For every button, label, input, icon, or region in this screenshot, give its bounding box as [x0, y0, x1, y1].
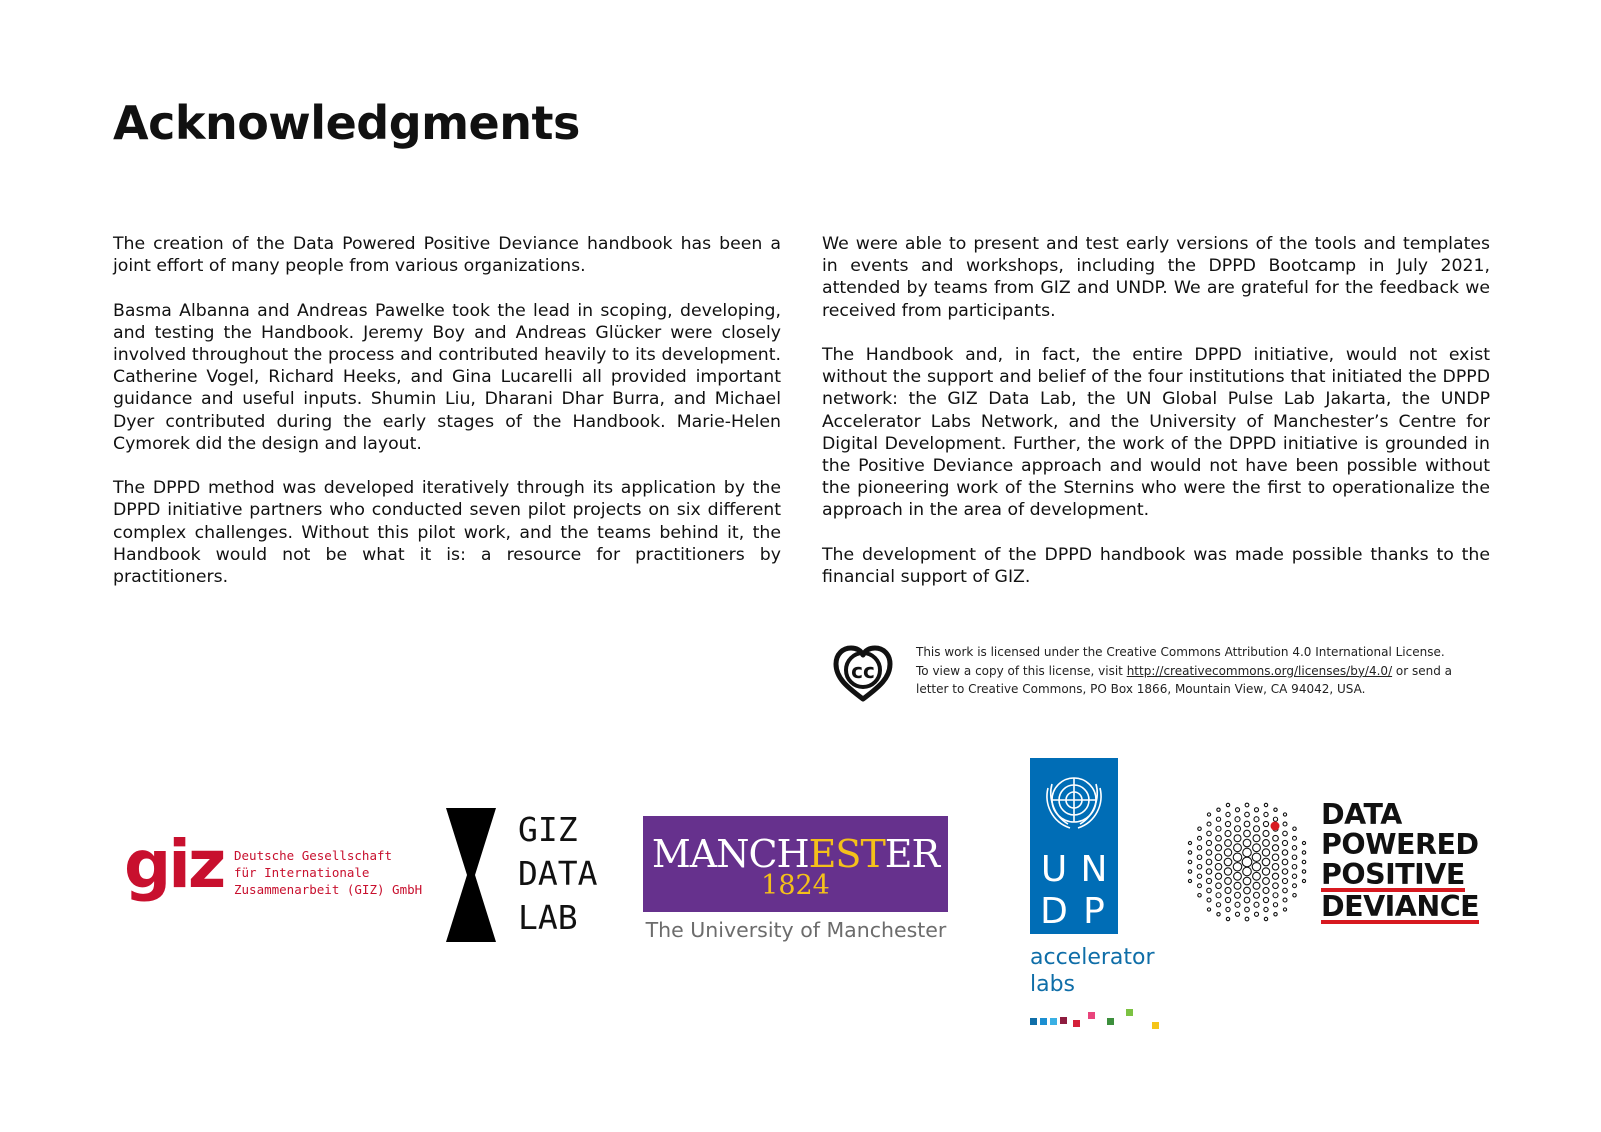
accent-square — [1030, 1018, 1037, 1025]
accent-square — [1152, 1022, 1159, 1029]
dppd-dot — [1207, 908, 1210, 911]
dppd-dot — [1264, 907, 1268, 911]
giz-subtitle-line: Deutsche Gesellschaft — [234, 848, 393, 863]
dppd-dot — [1215, 873, 1221, 879]
dppd-dot — [1225, 840, 1232, 847]
dppd-dot — [1263, 830, 1269, 836]
dppd-dot — [1216, 903, 1220, 907]
dppd-dot — [1197, 874, 1201, 878]
dppd-dot — [1206, 850, 1211, 855]
left-text-column — [113, 233, 781, 610]
dppd-dot — [1263, 878, 1270, 885]
accent-square — [1126, 1009, 1133, 1016]
dppd-dot — [1216, 817, 1220, 821]
giz-data-lab-line: GIZ — [518, 810, 578, 849]
paragraph: The Handbook and, in fact, the entire DPPD initiative, would not exist without the support and belief of the four institutions that initiated the DPPD network: the GIZ Data Lab, the UN Global Pulse Lab Jakarta, the UNDP Accelerator Labs Network, and the University of Manchester’s Centre for Digital Development. Further, the work of the DPPD initiative is grounded in the Positive Deviance approach and would not have been possible without the pioneering work of the Sternins who were the first to operationalize the approach in the area of development. — [822, 345, 1490, 521]
accelerator-labs-wordmark — [1030, 944, 1155, 998]
dppd-dot — [1273, 893, 1278, 898]
dppd-dot — [1198, 894, 1201, 897]
dppd-dot — [1293, 894, 1296, 897]
dppd-red-dot — [1271, 822, 1280, 831]
giz-subtitle-line: Zusammenarbeit (GIZ) GmbH — [234, 882, 423, 897]
dppd-dot — [1292, 864, 1297, 869]
dppd-dot — [1264, 917, 1267, 920]
dppd-dot — [1253, 835, 1260, 842]
dppd-dot — [1283, 888, 1288, 893]
license-line: letter to Creative Commons, PO Box 1866, Mountain View, CA 94042, USA. — [916, 682, 1366, 696]
dppd-dot — [1272, 854, 1279, 861]
dppd-dot — [1225, 878, 1232, 885]
paragraph: Basma Albanna and Andreas Pawelke took the lead in scoping, developing, and testing the Handbook. Jeremy Boy and Andreas Glücker were closely involved throughout the process and contributed heavily to its development. Catherine Vogel, Richard Heeks, and Gina Lucarelli all provided important guidance and useful inputs. Shumin Liu, Dharani Dhar Burra, and Michael Dyer contributed during the early stages of the Handbook. Marie-Helen Cymorek did the design and layout. — [113, 300, 781, 454]
manchester-university-name: The University of Manchester — [645, 918, 947, 942]
dppd-dot — [1302, 851, 1305, 854]
dppd-dot — [1282, 869, 1287, 874]
dppd-dot — [1272, 863, 1279, 870]
paragraph: The development of the DPPD handbook was made possible thanks to the financial support of GIZ. — [822, 544, 1490, 588]
giz-data-lab-line: DATA — [518, 854, 598, 893]
dppd-dot — [1293, 884, 1297, 888]
dppd-dot — [1254, 912, 1258, 916]
dppd-dot — [1244, 830, 1251, 837]
dppd-dot — [1273, 903, 1277, 907]
dppd-dot — [1216, 835, 1222, 841]
dppd-dot — [1234, 872, 1242, 880]
accent-square — [1040, 1018, 1047, 1025]
dppd-dot — [1207, 898, 1211, 902]
dppd-dot — [1283, 908, 1286, 911]
dppd-dot — [1243, 877, 1251, 885]
dppd-dot — [1234, 826, 1240, 832]
dppd-dot — [1283, 831, 1288, 836]
accent-square — [1088, 1012, 1095, 1019]
license-line — [916, 662, 1496, 681]
dppd-dot — [1235, 808, 1239, 812]
dppd-dot — [1263, 897, 1268, 902]
dppd-line: DEVIANCE — [1321, 890, 1480, 923]
dppd-dot — [1282, 859, 1288, 865]
dppd-dot — [1235, 817, 1240, 822]
dppd-dot — [1302, 841, 1305, 844]
undp-letter: P — [1083, 891, 1105, 932]
accent-square — [1107, 1018, 1114, 1025]
dppd-dot — [1215, 845, 1221, 851]
dppd-dot — [1283, 813, 1286, 816]
dppd-dot — [1188, 879, 1191, 882]
creative-commons-heart-icon — [833, 645, 893, 703]
dppd-dot — [1198, 827, 1201, 830]
dppd-dot — [1253, 844, 1261, 852]
dppd-dot — [1243, 867, 1252, 876]
dppd-dot — [1216, 893, 1221, 898]
dppd-dot — [1207, 888, 1212, 893]
dppd-dot — [1262, 849, 1269, 856]
dppd-dot — [1302, 879, 1305, 882]
university-of-manchester-logo — [643, 816, 949, 948]
dppd-dot — [1188, 841, 1191, 844]
dppd-dot — [1292, 874, 1296, 878]
svg-text:cc: cc — [851, 659, 875, 683]
dppd-line: POSITIVE — [1321, 858, 1465, 891]
dppd-dot — [1245, 907, 1250, 912]
dppd-dot — [1263, 821, 1268, 826]
giz-subtitle — [234, 847, 422, 898]
giz-wordmark: giz — [124, 826, 224, 903]
license-notice — [916, 643, 1496, 699]
manchester-name-part: EST — [808, 832, 885, 876]
dppd-dot — [1292, 855, 1297, 860]
dppd-dot — [1226, 917, 1229, 920]
dppd-dot — [1188, 870, 1191, 873]
dppd-dot — [1207, 822, 1211, 826]
undp-accelerator-labs-logo — [1030, 758, 1170, 1026]
giz-data-lab-wordmark — [518, 808, 597, 940]
dppd-dot — [1217, 808, 1220, 811]
dppd-dot — [1234, 882, 1241, 889]
dppd-dot — [1207, 813, 1210, 816]
dppd-dot — [1198, 836, 1202, 840]
dppd-dot — [1197, 855, 1202, 860]
license-text: or send a — [1392, 663, 1453, 678]
dppd-dot — [1197, 846, 1201, 850]
dppd-dot — [1206, 878, 1211, 883]
dppd-dot — [1206, 840, 1211, 845]
undp-letter: N — [1080, 849, 1108, 890]
dppd-dot — [1252, 863, 1260, 871]
paragraph: We were able to present and test early versions of the tools and templates in events and workshops, including the DPPD Bootcamp in July 2021, attended by teams from GIZ and UNDP. We are grateful for the feedback we received from participants. — [822, 234, 1490, 321]
undp-letter: D — [1040, 891, 1068, 932]
dppd-dot — [1198, 884, 1202, 888]
dppd-dot — [1245, 917, 1249, 921]
dppd-dot — [1235, 912, 1239, 916]
dppd-dot — [1225, 830, 1231, 836]
dppd-dot — [1272, 873, 1278, 879]
dppd-dot — [1207, 831, 1212, 836]
dppd-dot — [1302, 860, 1306, 864]
dppd-dot — [1215, 854, 1222, 861]
dppd-dot — [1273, 817, 1277, 821]
dppd-dot — [1283, 822, 1287, 826]
accent-square — [1073, 1020, 1080, 1027]
dppd-dot — [1273, 835, 1279, 841]
dppd-dot — [1263, 887, 1269, 893]
undp-letter: U — [1040, 849, 1068, 890]
dppd-dot — [1264, 812, 1268, 816]
giz-subtitle-line: für Internationale — [234, 865, 370, 880]
dppd-dot — [1264, 803, 1267, 806]
giz-logo — [120, 822, 435, 918]
page-title: Acknowledgments — [113, 96, 580, 150]
hourglass-icon — [446, 808, 502, 942]
dppd-dot — [1224, 868, 1231, 875]
giz-data-lab-logo — [446, 808, 598, 942]
dppd-dot — [1282, 878, 1287, 883]
manchester-year: 1824 — [761, 870, 830, 901]
dppd-logo — [1185, 800, 1495, 925]
right-text-column — [822, 233, 1490, 610]
dppd-dot — [1273, 883, 1279, 889]
license-text: To view a copy of this license, visit — [916, 663, 1127, 678]
license-line: This work is licensed under the Creative Commons Attribution 4.0 International License. — [916, 645, 1445, 659]
dppd-dot — [1262, 868, 1269, 875]
dppd-dot — [1263, 840, 1270, 847]
dppd-dot — [1233, 853, 1241, 861]
dppd-dot — [1206, 859, 1212, 865]
dppd-dot — [1293, 836, 1297, 840]
dppd-dot — [1274, 913, 1277, 916]
dppd-dot — [1282, 850, 1287, 855]
dppd-dot — [1234, 844, 1242, 852]
dppd-dot — [1244, 887, 1251, 894]
accent-square — [1050, 1018, 1057, 1025]
dppd-dot — [1215, 863, 1222, 870]
dppd-dot — [1225, 821, 1230, 826]
dppd-dot — [1274, 808, 1277, 811]
un-emblem-icon — [1030, 758, 1118, 846]
dppd-dot — [1252, 853, 1260, 861]
dppd-dot — [1243, 848, 1252, 857]
dppd-dot — [1254, 817, 1259, 822]
dppd-dot — [1224, 849, 1231, 856]
dppd-dot — [1226, 803, 1229, 806]
dppd-dot — [1253, 892, 1259, 898]
dppd-dot — [1253, 872, 1261, 880]
dppd-dot — [1253, 882, 1260, 889]
dppd-dot — [1188, 860, 1192, 864]
dppd-dot — [1254, 808, 1258, 812]
dppd-line: POWERED — [1321, 828, 1479, 861]
dppd-dot — [1206, 869, 1211, 874]
dppd-dot — [1235, 902, 1240, 907]
dppd-dot — [1234, 892, 1240, 898]
dppd-dot — [1234, 835, 1241, 842]
dppd-dot-pattern-icon — [1185, 800, 1310, 925]
accent-square — [1060, 1017, 1067, 1024]
dppd-dot — [1216, 883, 1222, 889]
dppd-dot — [1225, 887, 1231, 893]
accelerator-labs-line: labs — [1030, 972, 1076, 997]
dppd-dot — [1226, 812, 1230, 816]
dppd-dot — [1197, 864, 1202, 869]
dppd-dot — [1302, 870, 1305, 873]
dppd-dot — [1217, 913, 1220, 916]
dppd-dot — [1216, 826, 1221, 831]
dppd-dot — [1224, 858, 1232, 866]
accelerator-labs-line: accelerator — [1030, 945, 1155, 970]
dppd-dot — [1283, 898, 1287, 902]
paragraph: The DPPD method was developed iteratively through its application by the DPPD initiative partners who conducted seven pilot projects on six different complex challenges. Without this pilot work, and the teams behind it, the Handbook would not be what it is: a resource for practitioners by practitioners. — [113, 478, 781, 588]
dppd-dot — [1245, 803, 1249, 807]
dppd-dot — [1262, 858, 1270, 866]
dppd-dot — [1225, 897, 1230, 902]
dppd-dot — [1292, 846, 1296, 850]
dppd-dot — [1272, 845, 1278, 851]
dppd-dot — [1253, 826, 1259, 832]
dppd-dot — [1188, 851, 1191, 854]
manchester-name-part: ER — [884, 832, 940, 876]
dppd-dot — [1254, 902, 1259, 907]
dppd-dot — [1244, 897, 1250, 903]
dppd-dot — [1233, 863, 1241, 871]
dppd-dot — [1226, 907, 1230, 911]
dppd-dot — [1245, 812, 1250, 817]
license-link[interactable]: http://creativecommons.org/licenses/by/4.0/ — [1126, 663, 1393, 678]
dppd-dot — [1243, 839, 1251, 847]
giz-data-lab-line: LAB — [518, 898, 578, 937]
dppd-wordmark — [1321, 800, 1479, 924]
manchester-name-part: MANCH — [651, 832, 809, 876]
dppd-dot — [1244, 821, 1250, 827]
dppd-dot — [1282, 840, 1287, 845]
dppd-line: DATA — [1321, 798, 1402, 831]
dppd-dot — [1293, 827, 1296, 830]
paragraph: The creation of the Data Powered Positive Deviance handbook has been a joint effort of many people from various organizations. — [113, 234, 781, 277]
dppd-dot — [1242, 857, 1252, 867]
